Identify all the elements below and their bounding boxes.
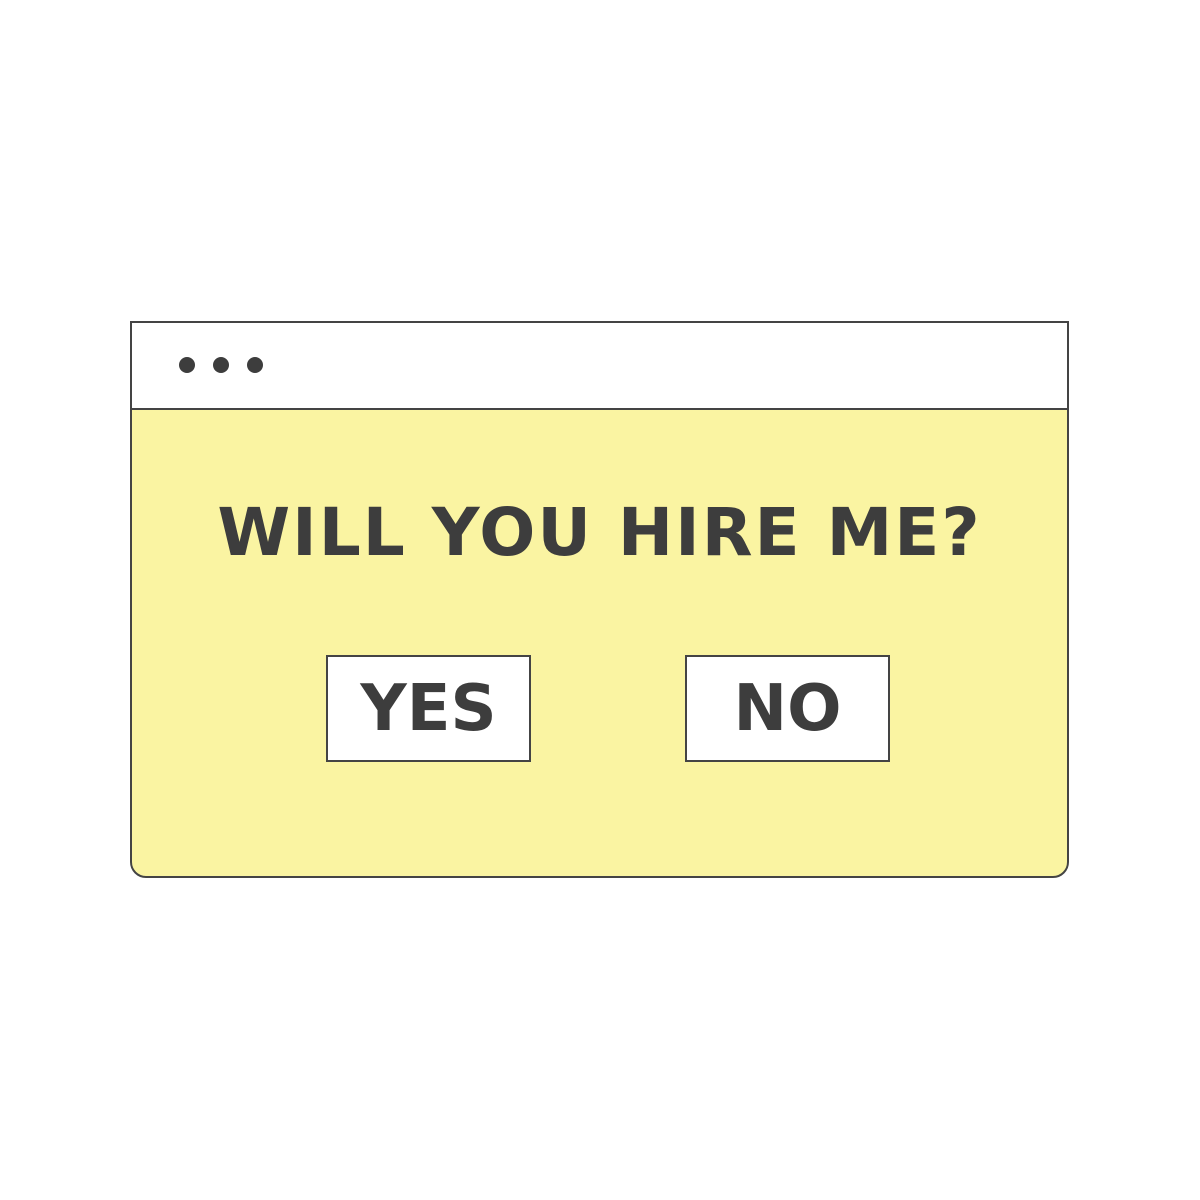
yes-button[interactable]: YES <box>326 655 531 762</box>
dialog-window <box>130 321 1069 878</box>
title-bar <box>132 323 1067 410</box>
dot-icon[interactable] <box>179 357 195 373</box>
dot-icon[interactable] <box>213 357 229 373</box>
window-controls <box>179 357 263 373</box>
dot-icon[interactable] <box>247 357 263 373</box>
dialog-question: WILL YOU HIRE ME? <box>217 494 982 571</box>
no-button[interactable]: NO <box>685 655 890 762</box>
